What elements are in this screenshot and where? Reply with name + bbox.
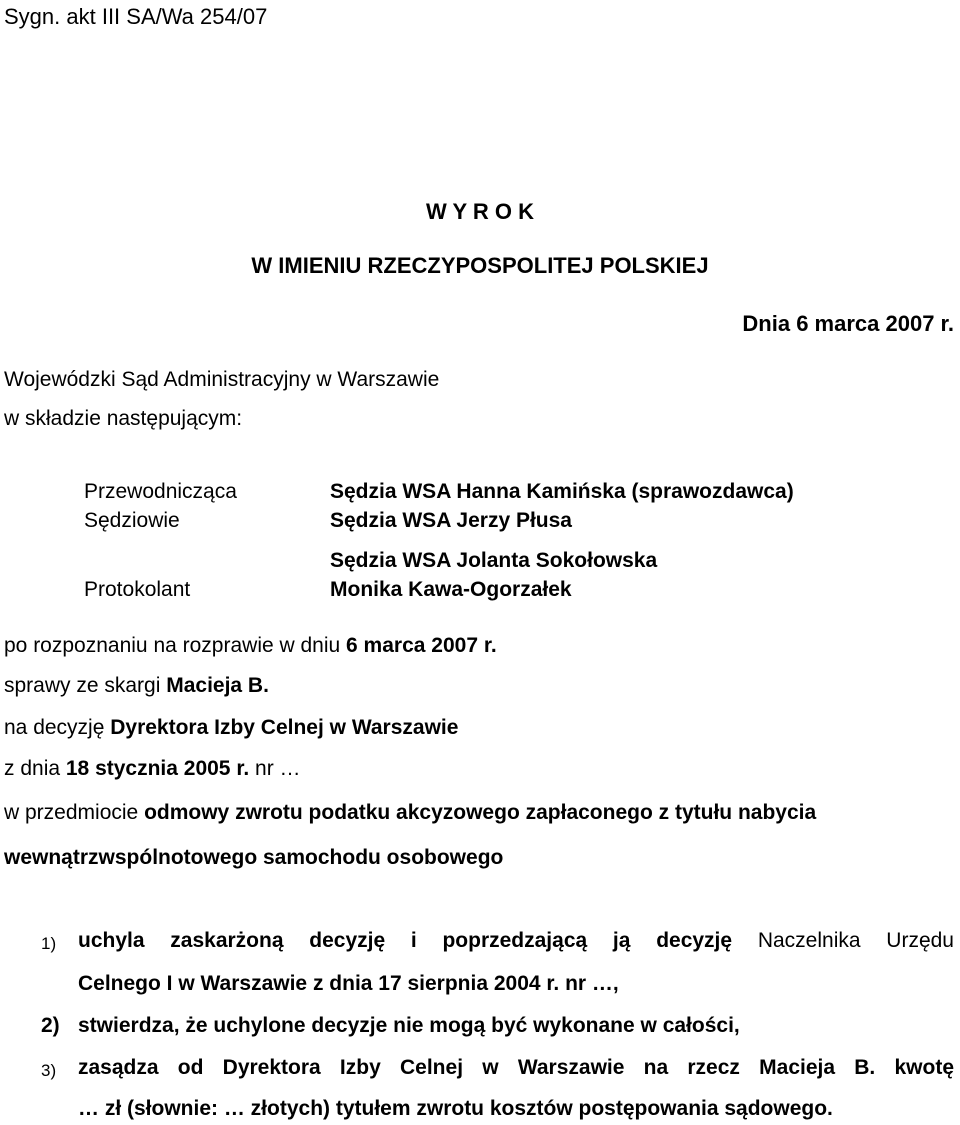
judge-1-name: Sędzia WSA Jerzy Płusa (330, 509, 572, 532)
ruling-1-line-2: Celnego I w Warszawie z dnia 17 sierpnia 2004 r. nr …, (78, 972, 619, 995)
hearing-prefix: po rozpoznaniu na rozprawie w dniu (4, 634, 347, 657)
ruling-1-number: 1) (41, 934, 57, 953)
subject-text-1: odmowy zwrotu podatku akcyzowego zapłaconego z tytułu nabycia (144, 801, 817, 824)
judgment-date: Dnia 6 marca 2007 r. (742, 311, 954, 336)
complaint-line (4, 674, 269, 698)
case-signature: Sygn. akt III SA/Wa 254/07 (4, 4, 268, 29)
hearing-date: 6 marca 2007 r. (346, 634, 497, 657)
hearing-line (4, 634, 497, 658)
subject-text-2: wewnątrzwspólnotowego samochodu osobowego (4, 846, 504, 869)
decision-number: nr … (249, 757, 301, 780)
judge-2-name: Sędzia WSA Jolanta Sokołowska (330, 549, 658, 572)
ruling-1-authority: Naczelnika Urzędu (757, 929, 954, 952)
ruling-1-text: uchyla zaskarżoną decyzję i poprzedzającą ją decyzję (78, 929, 758, 952)
clerk-name: Monika Kawa-Ogorzałek (330, 578, 572, 601)
ruling-2-number: 2) (41, 1014, 60, 1037)
court-name: Wojewódzki Sąd Administracyjny w Warszawie (4, 368, 440, 391)
chair-role-label: Przewodnicząca (84, 480, 237, 503)
ruling-2-line-1: stwierdza, że uchylone decyzje nie mogą być wykonane w całości, (78, 1014, 740, 1037)
decision-date: 18 stycznia 2005 r. (65, 757, 250, 780)
judgment-title: W Y R O K (426, 199, 534, 224)
subject-prefix: w przedmiocie (4, 801, 145, 824)
ruling-3-line-1: zasądza od Dyrektora Izby Celnej w Warszawie na rzecz Macieja B. kwotę (78, 1056, 954, 1079)
decision-date-line (4, 757, 301, 781)
decision-line (4, 716, 458, 740)
judges-role-label: Sędziowie (84, 509, 180, 532)
complaint-prefix: sprawy ze skargi (4, 674, 167, 697)
authority-name: Dyrektora Izby Celnej w Warszawie (110, 716, 459, 739)
judgment-subtitle: W IMIENIU RZECZYPOSPOLITEJ POLSKIEJ (251, 253, 709, 278)
clerk-role-label: Protokolant (84, 578, 191, 601)
ruling-1-line-1 (78, 929, 954, 953)
subject-line-1 (4, 801, 816, 825)
decision-date-prefix: z dnia (4, 757, 66, 780)
ruling-3-line-2: … zł (słownie: … złotych) tytułem zwrotu kosztów postępowania sądowego. (78, 1097, 833, 1120)
chair-name: Sędzia WSA Hanna Kamińska (sprawozdawca) (330, 480, 794, 503)
ruling-3-number: 3) (41, 1061, 57, 1080)
decision-prefix: na decyzję (4, 716, 111, 739)
complainant-name: Macieja B. (166, 674, 269, 697)
composition-intro: w składzie następującym: (4, 407, 243, 430)
